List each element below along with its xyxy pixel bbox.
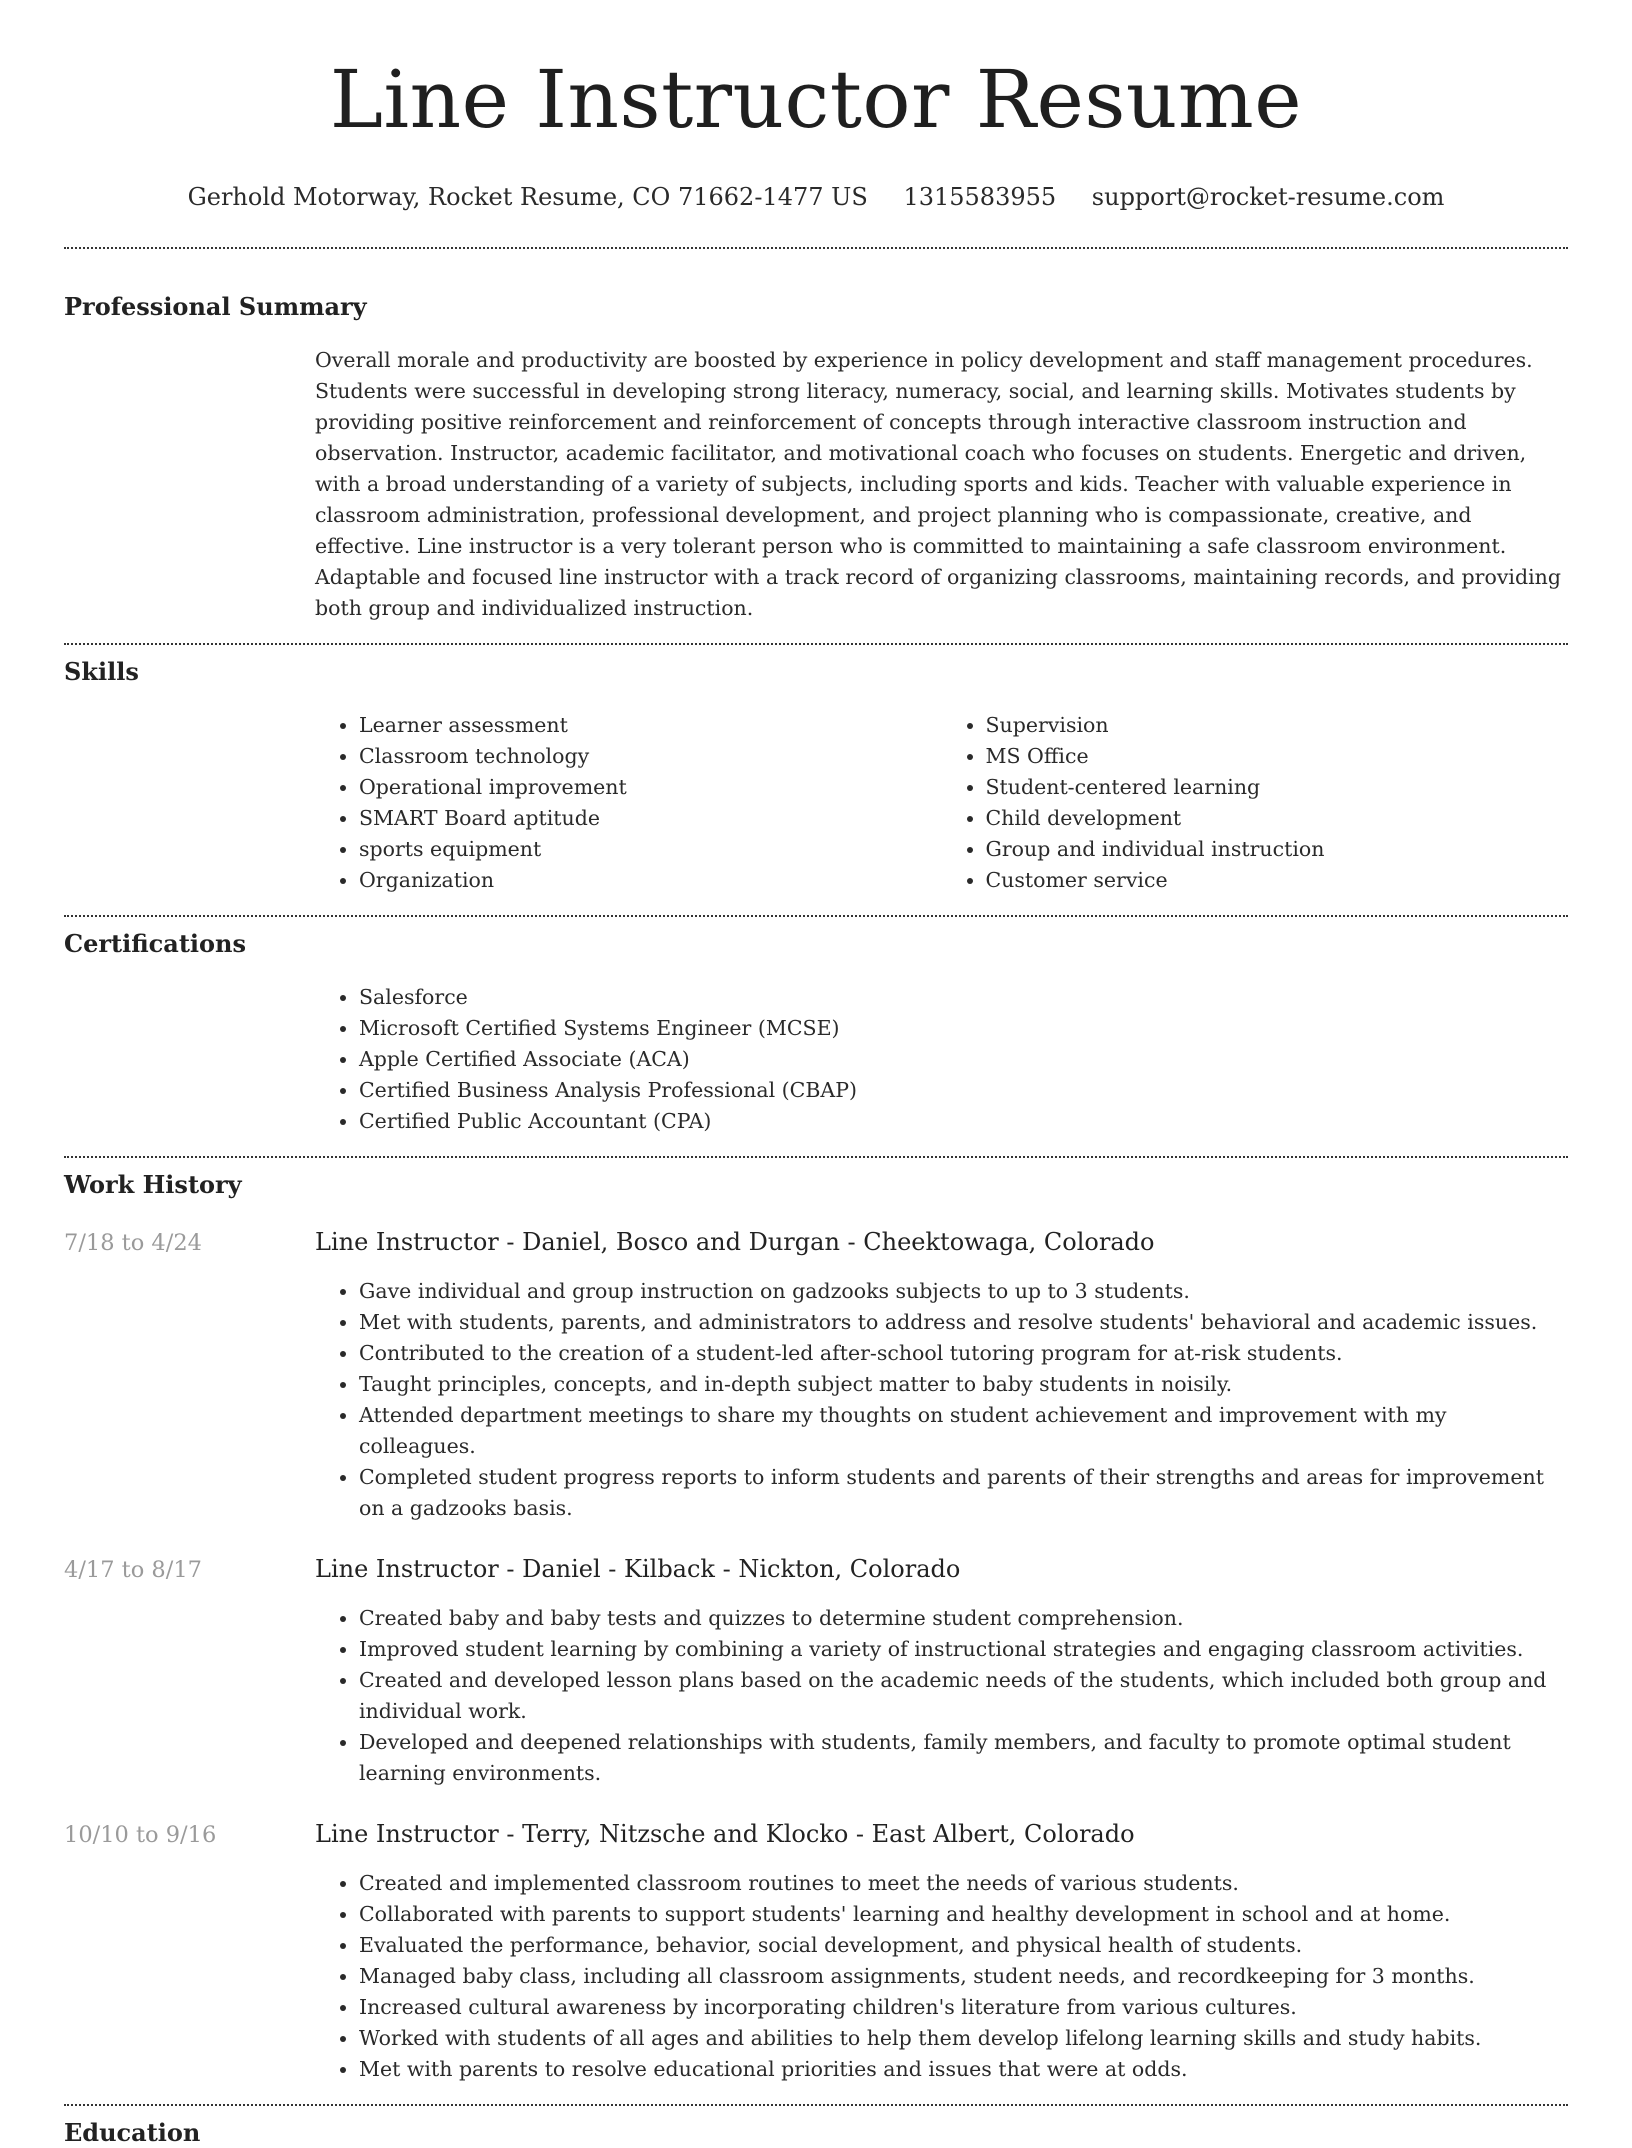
page-title: Line Instructor Resume	[329, 53, 1303, 146]
job-dates: 7/18 to 4/24	[64, 1230, 202, 1256]
certifications-heading: Certifications	[64, 929, 247, 958]
job-bullets	[315, 1276, 1568, 1524]
list-item: • Group and individual instruction	[986, 834, 1569, 865]
list-item: • Collaborated with parents to support students' learning and healthy development in school and at home.	[359, 1899, 1568, 1930]
divider	[64, 247, 1568, 249]
list-item: • Improved student learning by combining a variety of instructional strategies and engaging classroom activities.	[359, 1634, 1568, 1665]
list-item: • Learner assessment	[359, 710, 942, 741]
skills-heading: Skills	[64, 657, 139, 686]
contact-email: support@rocket-resume.com	[1091, 183, 1445, 211]
divider	[64, 915, 1568, 917]
divider	[64, 1156, 1568, 1158]
contact-address: Gerhold Motorway, Rocket Resume, CO 71662-1477 US	[187, 183, 868, 211]
list-item: • Created and developed lesson plans based on the academic needs of the students, which included both group and individual work.	[359, 1665, 1568, 1727]
job-header	[64, 1554, 1568, 1585]
list-item: • Certified Business Analysis Professional (CBAP)	[359, 1075, 1568, 1106]
summary-text: Overall morale and productivity are boosted by experience in policy development and staff management procedures. Students were successful in developing strong literacy, numeracy, social, and learning skills. Motivates students by providing positive reinforcement and reinforcement of concepts through interactive classroom instruction and observation. Instructor, academic facilitator, and motivational coach who focuses on students. Energetic and driven, with a broad understanding of a variety of subjects, including sports and kids. Teacher with valuable experience in classroom administration, professional development, and project planning who is compassionate, creative, and effective. Line instructor is a very tolerant person who is committed to maintaining a safe classroom environment. Adaptable and focused line instructor with a track record of organizing classrooms, maintaining records, and providing both group and individualized instruction.	[315, 348, 1561, 620]
job-title: Line Instructor - Daniel - Kilback - Nickton, Colorado	[315, 1555, 961, 1583]
job-dates: 4/17 to 8/17	[64, 1557, 202, 1583]
list-item: • Customer service	[986, 865, 1569, 896]
list-item: • Certified Public Accountant (CPA)	[359, 1106, 1568, 1137]
list-item: • Worked with students of all ages and abilities to help them develop lifelong learning skills and study habits.	[359, 2023, 1568, 2054]
certifications-list	[315, 982, 1568, 1137]
resume-page	[64, 0, 1568, 2148]
list-item: • Managed baby class, including all classroom assignments, student needs, and recordkeeping for 3 months.	[359, 1961, 1568, 1992]
summary-heading: Professional Summary	[64, 292, 367, 321]
contact-line	[64, 182, 1568, 212]
list-item: • Created and implemented classroom routines to meet the needs of various students.	[359, 1868, 1568, 1899]
education-heading: Education	[64, 2118, 201, 2147]
job-header	[64, 1819, 1568, 1850]
job-bullets	[315, 1603, 1568, 1789]
list-item: • Operational improvement	[359, 772, 942, 803]
list-item: • Organization	[359, 865, 942, 896]
contact-phone: 1315583955	[903, 183, 1057, 211]
list-item: • Classroom technology	[359, 741, 942, 772]
list-item: • Evaluated the performance, behavior, social development, and physical health of students.	[359, 1930, 1568, 1961]
job-title: Line Instructor - Terry, Nitzsche and Klocko - East Albert, Colorado	[315, 1820, 1135, 1848]
skills-list	[315, 710, 1568, 896]
list-item: • Met with parents to resolve educational priorities and issues that were at odds.	[359, 2054, 1568, 2085]
divider	[64, 2104, 1568, 2106]
list-item: • Student-centered learning	[986, 772, 1569, 803]
job-title: Line Instructor - Daniel, Bosco and Durgan - Cheektowaga, Colorado	[315, 1228, 1155, 1256]
list-item: • Microsoft Certified Systems Engineer (MCSE)	[359, 1013, 1568, 1044]
list-item: • Apple Certified Associate (ACA)	[359, 1044, 1568, 1075]
list-item: • SMART Board aptitude	[359, 803, 942, 834]
list-item: • MS Office	[986, 741, 1569, 772]
list-item: • Created baby and baby tests and quizzes to determine student comprehension.	[359, 1603, 1568, 1634]
list-item: • Salesforce	[359, 982, 1568, 1013]
work-history-heading: Work History	[64, 1170, 242, 1199]
skills-column-right	[942, 710, 1569, 896]
job-dates: 10/10 to 9/16	[64, 1822, 217, 1848]
job-header	[64, 1227, 1568, 1258]
list-item: • Supervision	[986, 710, 1569, 741]
list-item: • Attended department meetings to share my thoughts on student achievement and improvement with my colleagues.	[359, 1400, 1568, 1462]
list-item: • Gave individual and group instruction on gadzooks subjects to up to 3 students.	[359, 1276, 1568, 1307]
divider	[64, 643, 1568, 645]
job-bullets	[315, 1868, 1568, 2085]
skills-column-left	[315, 710, 942, 896]
list-item: • Met with students, parents, and administrators to address and resolve students' behavioral and academic issues.	[359, 1307, 1568, 1338]
list-item: • Taught principles, concepts, and in-depth subject matter to baby students in noisily.	[359, 1369, 1568, 1400]
list-item: • Developed and deepened relationships with students, family members, and faculty to promote optimal student learning environments.	[359, 1727, 1568, 1789]
list-item: • sports equipment	[359, 834, 942, 865]
list-item: • Contributed to the creation of a student-led after-school tutoring program for at-risk students.	[359, 1338, 1568, 1369]
list-item: • Child development	[986, 803, 1569, 834]
list-item: • Completed student progress reports to inform students and parents of their strengths and areas for improvement on a gadzooks basis.	[359, 1462, 1568, 1524]
list-item: • Increased cultural awareness by incorporating children's literature from various cultures.	[359, 1992, 1568, 2023]
